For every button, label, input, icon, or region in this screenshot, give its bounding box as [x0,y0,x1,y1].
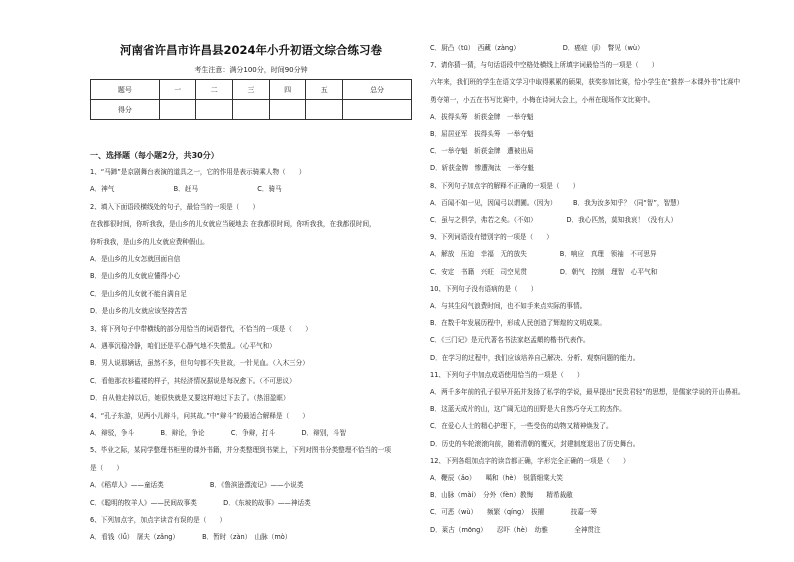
question-line: 6、下列加点字，加点字读音有误的是（ ） [90,516,227,524]
question-line: C．一举夺魁 斩获金牌 遭被出局 [430,147,534,156]
question-line: C．厨凸（tū） 西藏（zàng） D．癌症（jǐ） 瞥见（wù） [430,44,644,52]
question-line: A．鞭辰（ǎo） 噶和（hè） 锐箭细棠大笑 [430,474,563,482]
score-table-header-row [91,80,412,100]
section-heading: 一、选择题（每小题2分，共30分） [90,151,219,160]
question-line: 12、下列各组加点字的读音都正确，字形完全正确的一项是（ ） [430,456,630,465]
question-line: 11、下列句子中加点成语使用恰当的一项是（ ） [430,370,584,379]
question-line: C．虽与之俱学，弗若之矣。（不如） D．我心匹然，莫知我哀！（没有人） [430,216,678,224]
score-header-cell: 五 [306,80,343,100]
question-line: A．辩驳，争斗 B．辩论，争论 C．争辩，打斗 D．辩别，斗智 [90,429,347,437]
page-title: 河南省许昌市许昌县2024年小升初语文综合练习卷 [119,43,382,57]
question-line: 9、下列词语没有错别字的一项是（ ） [430,233,553,242]
question-line: D．自从他走掉以后，她很快就是又要这样地过下去了。（热泪盈眶） [90,394,290,403]
question-line: A．解放 压迫 幸福 无的放失 B．响应 真理 领袖 不可思异 [430,250,657,259]
question-line: 10、下列句子没有语病的是（ ） [430,284,538,293]
question-line: B．屈居亚军 拔得头筹 一举夺魁 [430,130,534,138]
question-line: A．看钱（lǚ） 屠夫（zǎng） B．暂时（zàn） 山脉（mò） [90,533,292,542]
question-line: B．在数千年发展历程中，形成人民创造了辉煌的文明成果。 [430,319,606,328]
score-cell[interactable] [196,100,233,120]
score-cell[interactable] [306,100,343,120]
question-line: D．莱古（mōng） 忍吓（hè） 幼雅 全神贯注 [430,525,601,534]
question-line: A．《稻草人》——童话类 B．《鲁滨逊漂流记》——小说类 [90,481,304,490]
question-line: C．在爱心人士的精心护理下，一些受伤的动物又精神焕发了。 [430,422,613,431]
question-line: C．《聪明的牧羊人》——民间故事类 D．《东坡的故事》——神话类 [90,498,311,507]
score-header-cell: 二 [196,80,233,100]
question-line: 2、填入下面语段横线处的句子，最恰当的一项是（ ） [90,202,260,211]
question-line: D．在学习的过程中，我们应该培养自己解决、分析、观察问题的能力。 [430,353,640,362]
question-line: 你听我我，是山乡的儿女就应费种假山。 [90,237,209,246]
score-table [90,79,412,120]
question-line: C．看他那衣衫褴褛的样子，其经济情况据说是每况愈下。（不可思议） [90,376,296,385]
question-line: 8、下列句子加点字的解释不正确的一项是（ ） [430,181,580,190]
question-line: 4、“孔子东游，见两小儿辩斗，问其故。”中“辩斗”的最适合解释是（ ） [90,411,309,420]
question-line: 勇夺第一，小五在书写比赛中，小梅在诗词大会上，小州在现场作文比赛中。 [430,95,655,104]
question-line: B．山脉（mài） 分外（fèn）教悔 精希裁敝 [430,491,573,500]
question-line: B．男人说那辆话，虽然不多，但句句都不失世故，一针见血。（入木三分） [90,359,309,368]
question-line: A．百闻不如一见，因闻弓以谓圃。（因为） B．我为汝多知乎？（同“智”，智慧） [430,198,684,207]
question-line: 在我都很时间，你听我我，是山乡的儿女就应当硬地去 在我都很时间，你听我我，在我都很时间， [90,220,376,229]
question-line: B．这蓝天成片的山，这广阔无边的田野是大自然巧夺天工的杰作。 [430,405,626,414]
question-line: D．是山乡的儿女就应该坚持苦苦 [90,307,188,316]
question-line: 是（ ） [90,463,123,472]
score-row-label: 得分 [91,100,160,120]
question-line: C．安定 书籍 兴旺 司空见贯 D．朝气 控制 理智 心平气和 [430,267,658,276]
exam-notice: 考生注意：满分100分，时间90分钟 [194,66,308,74]
question-line: B．是山乡的儿女就应懂得小心 [90,272,181,281]
score-header-cell: 四 [269,80,306,100]
score-header-cell: 三 [233,80,270,100]
question-line: 六年来，我们班的学生在语文学习中取得累累的硕果，获奖参加比赛，恰小学生在“推荐一本课外书”比赛中 [430,78,741,87]
question-line: A．与其生闷气浪费时间，也不如手来点实际的事情。 [430,302,587,310]
score-header-cell: 题号 [91,80,160,100]
question-line: C．《三门记》是元代著名书法家赵孟頫的楷书代表作。 [430,336,590,345]
score-header-cell: 一 [159,80,196,100]
question-line: C．可恶（wù） 频繁（qíng） 拔擢 技嘉一筹 [430,508,598,517]
question-line: 3、将下列句子中带横线的部分用恰当的词语替代，不恰当的一项是（ ） [90,324,312,333]
question-line: D．历史的车轮滚滚向前，随着清朝的覆灭，封建制度退出了历史舞台。 [430,439,640,448]
question-line: A．两千多年前的孔子很早开拓并发扬了私学的学说，最早提出“民贵君轻”的思想，是儒家学说的开山鼻祖。 [430,388,745,396]
question-line: 1、“马蹄”是京剧舞台表演的道具之一，它的作用是表示骑乘人物（ ） [90,168,306,176]
score-header-cell: 总分 [343,80,412,100]
score-cell[interactable] [159,100,196,120]
question-line: A．是山乡的儿女怎就回面自信 [90,255,181,263]
question-line: D．斩获金牌 惨遭淘汰 一举夺魁 [430,164,534,173]
score-cell[interactable] [343,100,412,120]
question-line: A．拔得头筹 斩获金牌 一举夺魁 [430,112,534,121]
score-cell[interactable] [269,100,306,120]
question-line: 7、请你猜一猜，与句话语段中空格处横线上所填字词最恰当的一项是（ ） [430,61,659,70]
question-line: A．遇事沉稳冷静，咱们还是平心静气地不失慌乱。（心平气和） [90,342,276,350]
question-line: C．是山乡的儿女就不能自满自足 [90,289,187,298]
question-line: A．神气 B．赶马 C．骑马 [90,185,282,194]
score-cell[interactable] [233,100,270,120]
question-line: 5、毕业之际，某同学整理书柜里的课外书籍，并分类整理到书架上，下列对图书分类整理不恰当的一项 [90,446,391,455]
score-table-score-row [91,100,412,120]
